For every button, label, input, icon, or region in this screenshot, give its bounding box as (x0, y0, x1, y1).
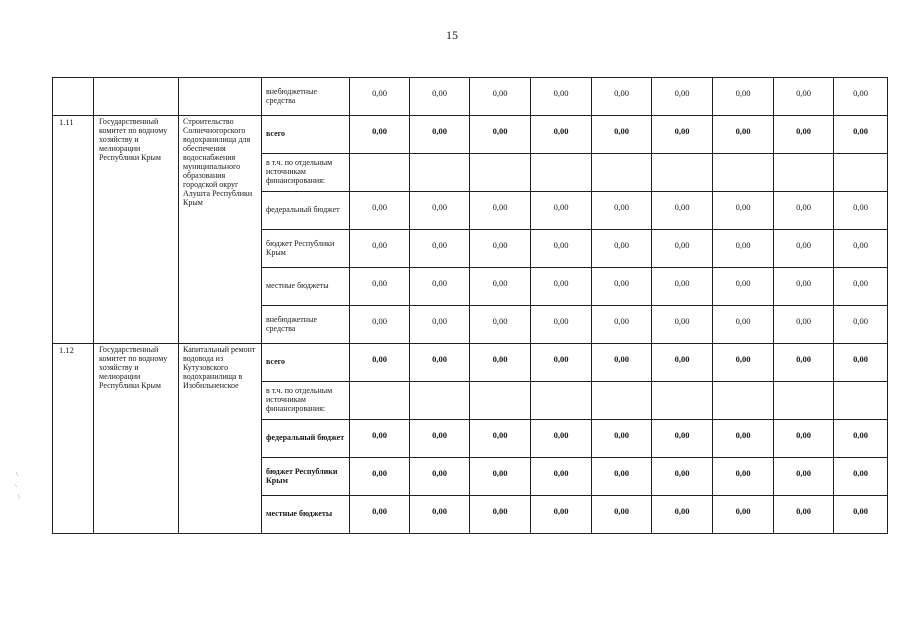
amount-value: 0,00 (614, 506, 629, 516)
amount-value: 0,00 (432, 88, 447, 98)
source-cell (262, 458, 350, 496)
amount-value: 0,00 (553, 88, 569, 98)
amount-value: 0,00 (796, 506, 811, 516)
executor-cell (94, 116, 179, 344)
value-cell (350, 230, 410, 268)
amount-value: 0,00 (492, 278, 508, 288)
amount-value: 0,00 (674, 468, 690, 478)
value-cell (774, 268, 834, 306)
amount-value: 0,00 (735, 506, 751, 516)
value-cell (410, 192, 470, 230)
value-cell (652, 458, 713, 496)
amount-value: 0,00 (853, 506, 868, 516)
value-cell (652, 268, 713, 306)
value-cell (350, 192, 410, 230)
amount-value: 0,00 (372, 88, 387, 98)
value-cell (350, 382, 410, 420)
value-cell (531, 268, 592, 306)
source-cell (262, 382, 350, 420)
amount-value: 0,00 (432, 468, 447, 478)
value-cell (834, 344, 888, 382)
value-cell (774, 496, 834, 534)
value-cell (834, 496, 888, 534)
amount-value: 0,00 (553, 278, 569, 288)
amount-value: 0,00 (432, 240, 447, 250)
value-cell (592, 154, 652, 192)
value-cell (834, 192, 888, 230)
funding-source-label: федеральный бюджет (266, 205, 340, 215)
value-cell (531, 230, 592, 268)
amount-value: 0,00 (853, 354, 868, 364)
value-cell (774, 154, 834, 192)
table-row (53, 344, 888, 382)
funding-source-label: всего (266, 129, 286, 139)
value-cell (592, 78, 652, 116)
amount-value: 0,00 (432, 430, 447, 440)
source-cell (262, 116, 350, 154)
amount-value: 0,00 (372, 202, 387, 212)
funding-source-label: в т.ч. по отдельным источникам финансирования: (266, 386, 333, 413)
value-cell (774, 458, 834, 496)
budget-table (52, 77, 888, 534)
value-cell (713, 116, 774, 154)
amount-value: 0,00 (432, 126, 447, 136)
value-cell (652, 496, 713, 534)
funding-source-label: бюджет Республики Крым (266, 466, 338, 485)
executor-name: Государственный комитет по водному хозяйству и мелиорации Республики Крым (99, 345, 168, 390)
name-cell (179, 78, 262, 116)
value-cell (774, 116, 834, 154)
amount-value: 0,00 (853, 430, 868, 440)
amount-value: 0,00 (735, 88, 751, 98)
value-cell (470, 154, 531, 192)
index-cell (53, 344, 94, 534)
value-cell (531, 116, 592, 154)
amount-value: 0,00 (372, 240, 387, 250)
amount-value: 0,00 (553, 468, 569, 478)
value-cell (834, 382, 888, 420)
value-cell (592, 116, 652, 154)
amount-value: 0,00 (853, 468, 868, 478)
value-cell (713, 382, 774, 420)
value-cell (652, 306, 713, 344)
value-cell (470, 230, 531, 268)
amount-value: 0,00 (796, 354, 811, 364)
value-cell (592, 458, 652, 496)
amount-value: 0,00 (614, 354, 629, 364)
value-cell (410, 154, 470, 192)
value-cell (713, 268, 774, 306)
value-cell (834, 154, 888, 192)
value-cell (592, 420, 652, 458)
value-cell (410, 268, 470, 306)
measure-name: Строительство Солнечногорского водохранилища для обеспечения водоснабжения муниципального образования городской округ Алушта Республики Крым (183, 117, 253, 207)
amount-value: 0,00 (432, 506, 447, 516)
value-cell (531, 78, 592, 116)
value-cell (531, 420, 592, 458)
value-cell (410, 230, 470, 268)
value-cell (713, 458, 774, 496)
funding-source-label: местные бюджеты (266, 509, 333, 519)
value-cell (410, 420, 470, 458)
amount-value: 0,00 (735, 240, 751, 250)
amount-value: 0,00 (492, 354, 508, 364)
value-cell (531, 496, 592, 534)
value-cell (350, 268, 410, 306)
amount-value: 0,00 (674, 430, 690, 440)
amount-value: 0,00 (614, 126, 629, 136)
value-cell (531, 344, 592, 382)
value-cell (470, 192, 531, 230)
executor-name: Государственный комитет по водному хозяйству и мелиорации Республики Крым (99, 117, 168, 162)
value-cell (652, 192, 713, 230)
amount-value: 0,00 (492, 468, 508, 478)
amount-value: 0,00 (614, 240, 629, 250)
amount-value: 0,00 (735, 316, 751, 326)
value-cell (652, 382, 713, 420)
amount-value: 0,00 (492, 240, 508, 250)
value-cell (834, 116, 888, 154)
name-cell (179, 116, 262, 344)
value-cell (834, 306, 888, 344)
amount-value: 0,00 (674, 240, 690, 250)
page-number: 15 (446, 28, 458, 42)
value-cell (652, 420, 713, 458)
amount-value: 0,00 (853, 126, 868, 136)
value-cell (713, 306, 774, 344)
value-cell (592, 268, 652, 306)
amount-value: 0,00 (372, 506, 387, 516)
amount-value: 0,00 (853, 88, 868, 98)
value-cell (713, 496, 774, 534)
value-cell (410, 382, 470, 420)
measure-name: Капитальный ремонт водовода из Кутузовского водохранилища в Изобильненское (183, 345, 256, 390)
amount-value: 0,00 (372, 354, 387, 364)
amount-value: 0,00 (372, 316, 387, 326)
amount-value: 0,00 (614, 316, 629, 326)
table-row (53, 78, 888, 116)
amount-value: 0,00 (796, 202, 811, 212)
amount-value: 0,00 (674, 202, 690, 212)
amount-value: 0,00 (553, 316, 569, 326)
value-cell (652, 344, 713, 382)
executor-cell (94, 344, 179, 534)
amount-value: 0,00 (674, 126, 690, 136)
value-cell (470, 78, 531, 116)
value-cell (410, 116, 470, 154)
source-cell (262, 192, 350, 230)
index-cell (53, 116, 94, 344)
value-cell (592, 306, 652, 344)
value-cell (592, 344, 652, 382)
funding-source-label: в т.ч. по отдельным источникам финансирования: (266, 158, 333, 185)
source-cell (262, 154, 350, 192)
value-cell (470, 344, 531, 382)
value-cell (774, 382, 834, 420)
amount-value: 0,00 (372, 126, 387, 136)
executor-cell (94, 78, 179, 116)
amount-value: 0,00 (553, 126, 569, 136)
value-cell (592, 230, 652, 268)
amount-value: 0,00 (432, 202, 447, 212)
amount-value: 0,00 (853, 316, 868, 326)
amount-value: 0,00 (553, 506, 569, 516)
amount-value: 0,00 (853, 240, 868, 250)
amount-value: 0,00 (796, 126, 811, 136)
amount-value: 0,00 (492, 202, 508, 212)
source-cell (262, 496, 350, 534)
value-cell (713, 154, 774, 192)
value-cell (774, 78, 834, 116)
amount-value: 0,00 (674, 278, 690, 288)
amount-value: 0,00 (674, 354, 690, 364)
amount-value: 0,00 (492, 316, 508, 326)
value-cell (470, 382, 531, 420)
value-cell (350, 154, 410, 192)
value-cell (713, 420, 774, 458)
source-cell (262, 420, 350, 458)
value-cell (592, 382, 652, 420)
amount-value: 0,00 (735, 430, 751, 440)
index-cell (53, 78, 94, 116)
value-cell (652, 230, 713, 268)
amount-value: 0,00 (492, 506, 508, 516)
amount-value: 0,00 (796, 316, 811, 326)
amount-value: 0,00 (614, 468, 629, 478)
value-cell (350, 458, 410, 496)
amount-value: 0,00 (432, 278, 447, 288)
value-cell (652, 78, 713, 116)
amount-value: 0,00 (372, 278, 387, 288)
amount-value: 0,00 (674, 88, 690, 98)
amount-value: 0,00 (553, 240, 569, 250)
amount-value: 0,00 (553, 430, 569, 440)
value-cell (834, 268, 888, 306)
value-cell (531, 458, 592, 496)
value-cell (531, 382, 592, 420)
amount-value: 0,00 (674, 506, 690, 516)
value-cell (410, 344, 470, 382)
funding-source-label: внебюджетные средства (266, 314, 317, 333)
funding-source-label: всего (266, 357, 286, 367)
value-cell (774, 192, 834, 230)
source-cell (262, 268, 350, 306)
value-cell (350, 420, 410, 458)
value-cell (470, 458, 531, 496)
amount-value: 0,00 (492, 430, 508, 440)
amount-value: 0,00 (735, 354, 751, 364)
amount-value: 0,00 (614, 430, 629, 440)
value-cell (410, 78, 470, 116)
value-cell (531, 306, 592, 344)
amount-value: 0,00 (853, 278, 868, 288)
amount-value: 0,00 (796, 278, 811, 288)
source-cell (262, 230, 350, 268)
amount-value: 0,00 (674, 316, 690, 326)
amount-value: 0,00 (614, 278, 629, 288)
value-cell (834, 230, 888, 268)
value-cell (410, 496, 470, 534)
amount-value: 0,00 (796, 430, 811, 440)
row-index: 1.12 (59, 345, 74, 355)
value-cell (470, 116, 531, 154)
amount-value: 0,00 (614, 202, 629, 212)
amount-value: 0,00 (796, 468, 811, 478)
amount-value: 0,00 (432, 354, 447, 364)
value-cell (713, 344, 774, 382)
value-cell (774, 420, 834, 458)
amount-value: 0,00 (735, 278, 751, 288)
amount-value: 0,00 (553, 202, 569, 212)
amount-value: 0,00 (796, 240, 811, 250)
row-index: 1.11 (59, 117, 74, 127)
value-cell (350, 344, 410, 382)
funding-source-label: местные бюджеты (266, 281, 329, 291)
value-cell (713, 78, 774, 116)
value-cell (470, 420, 531, 458)
amount-value: 0,00 (853, 202, 868, 212)
value-cell (470, 306, 531, 344)
value-cell (774, 344, 834, 382)
funding-source-label: внебюджетные средства (266, 86, 317, 105)
value-cell (652, 154, 713, 192)
value-cell (592, 192, 652, 230)
value-cell (470, 496, 531, 534)
amount-value: 0,00 (553, 354, 569, 364)
value-cell (834, 458, 888, 496)
value-cell (531, 192, 592, 230)
source-cell (262, 344, 350, 382)
value-cell (713, 192, 774, 230)
value-cell (350, 116, 410, 154)
amount-value: 0,00 (735, 468, 751, 478)
value-cell (713, 230, 774, 268)
amount-value: 0,00 (432, 316, 447, 326)
table-row (53, 116, 888, 154)
value-cell (531, 154, 592, 192)
value-cell (834, 420, 888, 458)
value-cell (652, 116, 713, 154)
value-cell (350, 496, 410, 534)
amount-value: 0,00 (796, 88, 811, 98)
value-cell (470, 268, 531, 306)
source-cell (262, 306, 350, 344)
margin-marks (14, 470, 24, 510)
amount-value: 0,00 (492, 88, 508, 98)
amount-value: 0,00 (372, 430, 387, 440)
value-cell (350, 306, 410, 344)
value-cell (774, 230, 834, 268)
value-cell (774, 306, 834, 344)
source-cell (262, 78, 350, 116)
value-cell (350, 78, 410, 116)
value-cell (592, 496, 652, 534)
value-cell (410, 306, 470, 344)
value-cell (834, 78, 888, 116)
amount-value: 0,00 (614, 88, 629, 98)
amount-value: 0,00 (735, 126, 751, 136)
amount-value: 0,00 (372, 468, 387, 478)
funding-source-label: бюджет Республики Крым (266, 238, 335, 257)
funding-source-label: федеральный бюджет (266, 433, 345, 443)
value-cell (410, 458, 470, 496)
amount-value: 0,00 (735, 202, 751, 212)
name-cell (179, 344, 262, 534)
amount-value: 0,00 (492, 126, 508, 136)
